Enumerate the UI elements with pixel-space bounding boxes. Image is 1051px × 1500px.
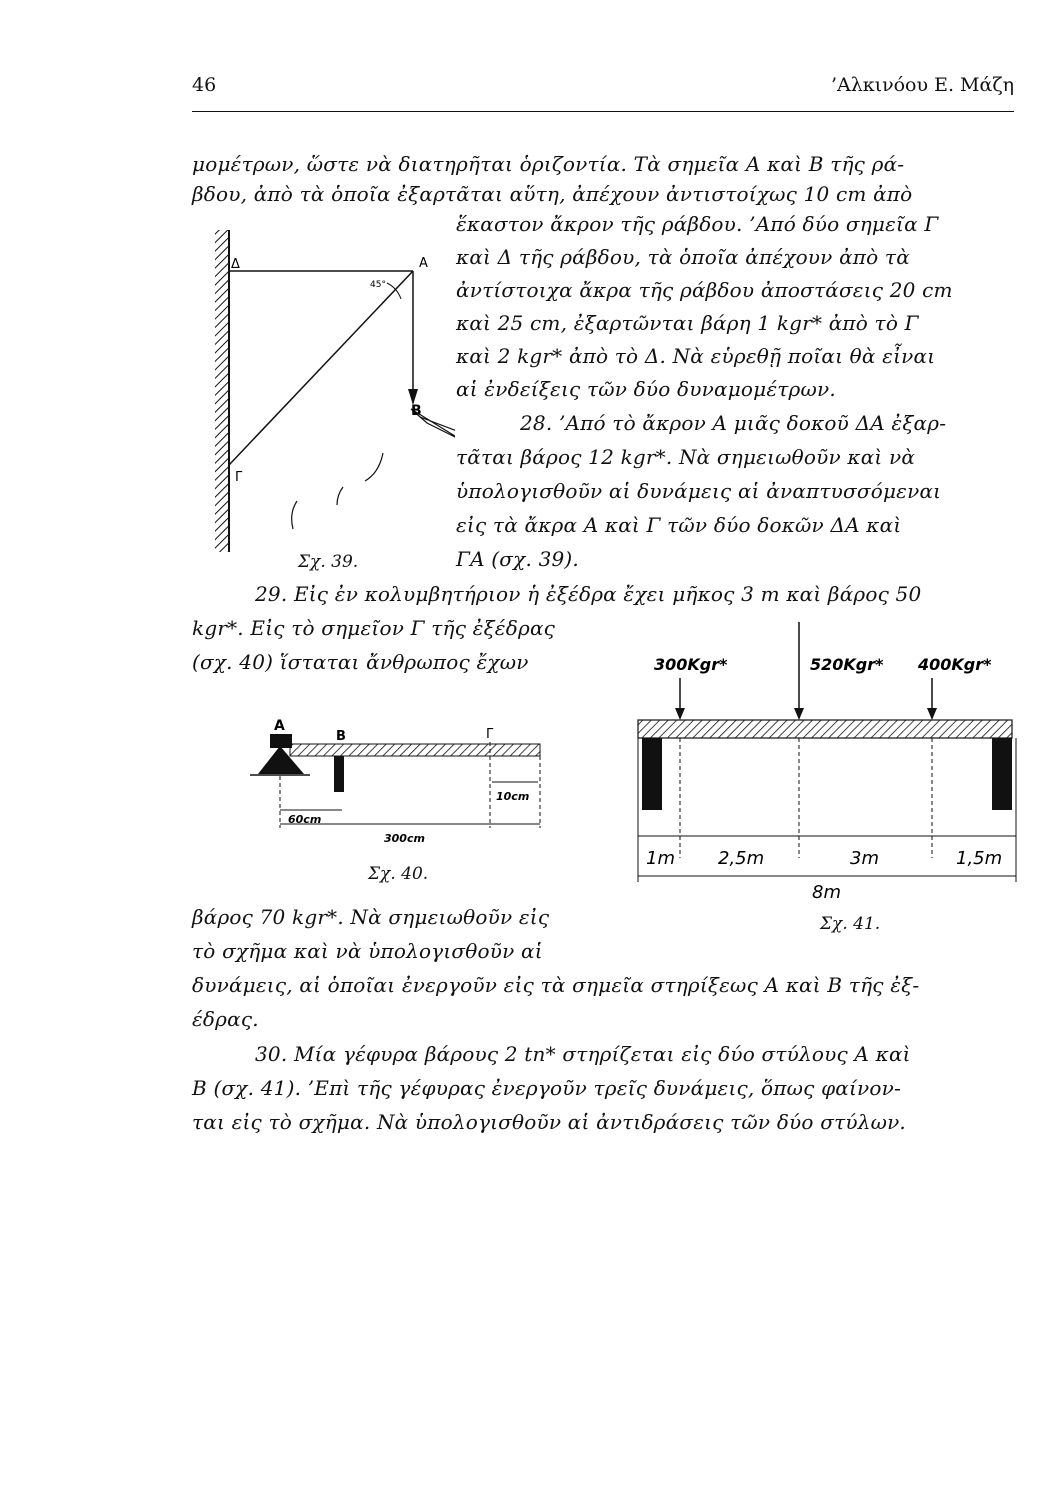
dim-60-label: 60cm [288,813,322,826]
label-a: Α [274,718,285,734]
load-3-label: 400Kgr* [918,655,992,674]
label-delta: Δ [231,257,240,272]
fig41-caption: Σχ. 41. [820,914,881,934]
figure-39 [215,225,455,565]
arrow-down-icon [794,708,804,720]
text-line: καὶ Δ τῆς ράβδου, τὰ ὁποῖα ἀπέχουν ἀπὸ τὰ [456,245,910,269]
label-b: Β [336,729,346,744]
text-line: 30. Μία γέφυρα βάρους 2 tn* στηρίζεται εἰς δύο στύλους Α καὶ [255,1042,911,1066]
load-1-label: 300Kgr* [654,655,728,674]
total-label: 8m [812,882,841,900]
figure-40 [250,710,550,850]
seg-2-label: 2,5m [718,848,765,869]
wall-hatching [215,230,229,552]
seg-3-label: 3m [850,848,879,869]
pillar-a [642,738,662,810]
support-a-block [270,734,292,748]
sketch-mark [292,501,297,529]
angle-label: 45° [370,280,386,290]
fig39-caption: Σχ. 39. [298,552,359,572]
text-line: εἰς τὰ ἄκρα Α καὶ Γ τῶν δύο δοκῶν ΔΑ καὶ [456,513,902,537]
label-gamma: Γ [486,727,494,742]
fig40-caption: Σχ. 40. [368,864,429,884]
text-line: kgr*. Εἰς τὸ σημεῖον Γ τῆς ἐξέδρας [192,616,556,640]
running-title: ’Αλκινόου Ε. Μάζη [830,74,1014,96]
seg-1-label: 1m [646,848,675,869]
text-line: καὶ 2 kgr* ἀπὸ τὸ Δ. Νὰ εὑρεθῇ ποῖαι θὰ εἶναι [456,344,936,368]
text-line: ὑπολογισθοῦν αἱ δυνάμεις αἱ ἀναπτυσσόμεναι [456,479,942,503]
dim-300-label: 300cm [384,832,425,845]
seg-4-label: 1,5m [956,848,1003,869]
header-rule [192,111,1014,112]
text-line: βδου, ἀπὸ τὰ ὁποῖα ἐξαρτᾶται αὕτη, ἀπέχουν ἀντιστοίχως 10 cm ἀπὸ [192,182,913,206]
arrow-down-icon [927,708,937,720]
text-line: δυνάμεις, αἱ ὁποῖαι ἐνεργοῦν εἰς τὰ σημεῖα στηρίξεως Α καὶ Β τῆς ἐξ- [192,973,920,997]
page-number: 46 [192,74,217,96]
text-line: έδρας. [192,1007,259,1031]
figure-41 [632,620,1022,900]
text-line: 29. Εἰς ἐν κολυμβητήριον ἡ ἐξέδρα ἔχει μῆκος 3 m καὶ βάρος 50 [255,582,922,606]
load-2-label: 520Kgr* [810,655,884,674]
text-line: τὸ σχῆμα καὶ νὰ ὑπολογισθοῦν αἱ [192,939,543,963]
text-line: Β (σχ. 41). ’Επὶ τῆς γέφυρας ἐνεργοῦν τρεῖς δυνάμεις, ὅπως φαίνον- [192,1076,901,1100]
label-gamma: Γ [235,470,243,485]
label-a: Α [419,256,428,271]
dim-10-label: 10cm [496,790,530,803]
text-line: τᾶται βάρος 12 kgr*. Νὰ σημειωθοῦν καὶ νὰ [456,445,916,469]
text-line: βάρος 70 kgr*. Νὰ σημειωθοῦν εἰς [192,905,550,929]
text-line: ται εἰς τὸ σχῆμα. Νὰ ὑπολογισθοῦν αἱ ἀντιδράσεις τῶν δύο στύλων. [192,1110,906,1134]
text-line: ἀντίστοιχα ἄκρα τῆς ράβδου ἀποστάσεις 20 cm [456,278,953,302]
text-line: μομέτρων, ὥστε νὰ διατηρῆται ὁριζοντία. Τὰ σημεῖα Α καὶ Β τῆς ρά- [192,152,905,176]
arrow-down-icon [675,708,685,720]
beam-ga [229,271,413,465]
platform [290,744,540,756]
sketch-mark [365,453,383,481]
text-line: καὶ 25 cm, ἐξαρτῶνται βάρη 1 kgr* ἀπὸ τὸ Γ [456,311,919,335]
label-b: Β [411,403,422,419]
pillar-b [992,738,1012,810]
text-line: ἕκαστον ἄκρον τῆς ράβδου. ’Από δύο σημεῖα Γ [456,212,939,236]
text-line: 28. ’Από τὸ ἄκρον Α μιᾶς δοκοῦ ΔΑ ἐξαρ- [520,411,947,435]
text-line: αἱ ἐνδείξεις τῶν δύο δυναμομέτρων. [456,377,836,401]
sketch-mark [337,487,343,505]
text-line: ΓΑ (σχ. 39). [456,547,579,571]
bridge-deck [638,720,1012,738]
text-line: (σχ. 40) ἵσταται ἄνθρωπος ἔχων [192,650,529,674]
support-b [334,756,344,792]
